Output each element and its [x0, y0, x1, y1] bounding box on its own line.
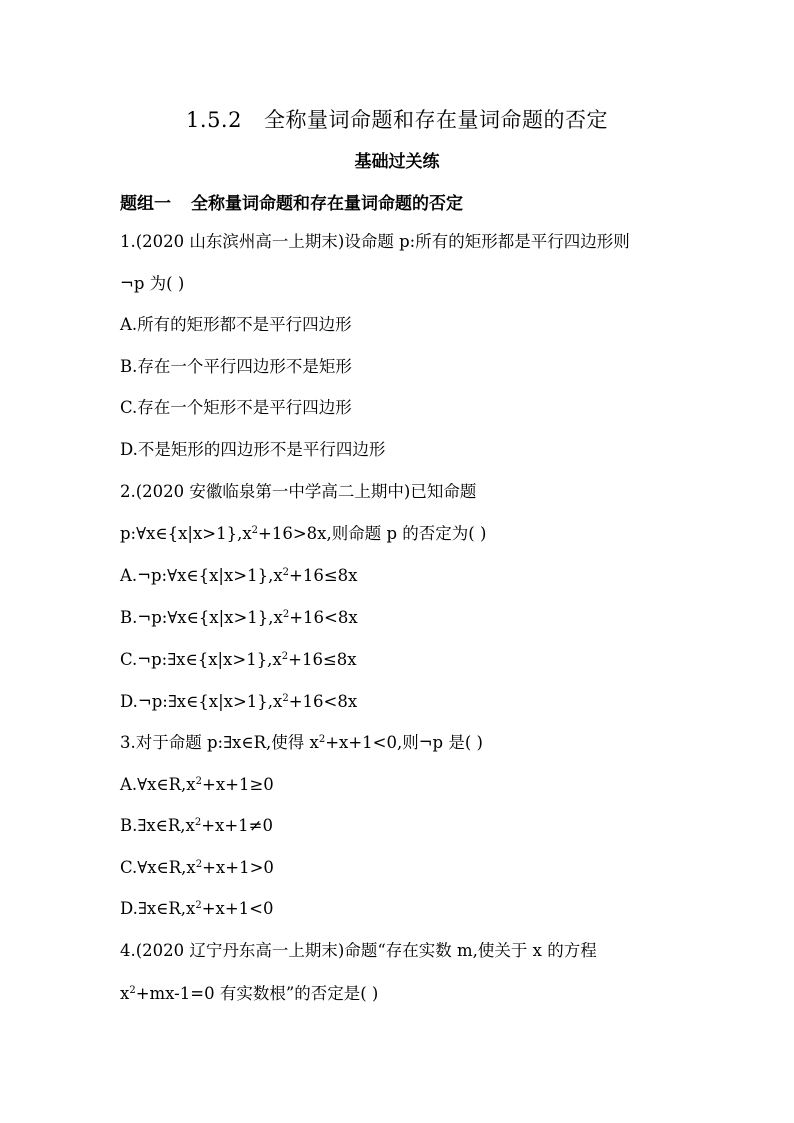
- q1-option-c: C.存在一个矩形不是平行四边形: [120, 398, 352, 417]
- q3-option-a: $A.\forall x\in R,x^2+x+1\ge 0$: [120, 775, 274, 794]
- q3-stem: 3.对于命题 p:∃x∈R,使得 $x^2+x+1<0$,则¬p 是( ): [120, 733, 483, 752]
- q1-stem-cont: ¬p 为( ): [120, 274, 185, 293]
- q3-option-d: $D.\exists x\in R,x^2+x+1<0$: [120, 899, 274, 918]
- q3-option-b: $B.\exists x\in R,x^2+x+1\ne 0$: [120, 816, 273, 835]
- section-label: 题组一: [120, 194, 171, 214]
- q1-option-d: D.不是矩形的四边形不是平行四边形: [120, 440, 386, 459]
- section-title: 全称量词命题和存在量词命题的否定: [191, 194, 463, 214]
- title-text: 全称量词命题和存在量词命题的否定: [263, 108, 608, 132]
- section-number: 1.5.2: [186, 108, 242, 132]
- q2-option-a: $A.\neg p:\forall x\in\{x|x>1\},x^2+16\le 8x$: [120, 566, 358, 585]
- q2-option-d: $D.\neg p:\exists x\in\{x|x>1\},x^2+16<8x$: [120, 692, 358, 711]
- q2-option-c: $C.\neg p:\exists x\in\{x|x>1\},x^2+16\le 8x$: [120, 650, 357, 669]
- section-heading: [120, 189, 463, 214]
- q2-stem-cont: $p:\forall x\in\{x|x>1\},x^2+16>8x$,则命题 p 的否定为( ): [120, 524, 487, 543]
- page-subtitle: 基础过关练: [354, 152, 440, 172]
- q1-option-a: A.所有的矩形都不是平行四边形: [120, 315, 352, 334]
- q3-option-c: $C.\forall x\in R,x^2+x+1>0$: [120, 858, 274, 877]
- q1-option-b: B.存在一个平行四边形不是矩形: [120, 357, 352, 376]
- page-title: [0, 104, 794, 134]
- q4-stem: 4.(2020 辽宁丹东高一上期末)命题“存在实数 m,使关于 x 的方程: [120, 941, 597, 960]
- q4-stem-cont: $x^2+mx-1=0$ 有实数根”的否定是( ): [120, 984, 379, 1003]
- q2-stem: 2.(2020 安徽临泉第一中学高二上期中)已知命题: [120, 482, 477, 501]
- q1-stem: 1.(2020 山东滨州高一上期末)设命题 p:所有的矩形都是平行四边形则: [120, 232, 630, 251]
- q2-option-b: $B.\neg p:\forall x\in\{x|x>1\},x^2+16<8x$: [120, 608, 358, 627]
